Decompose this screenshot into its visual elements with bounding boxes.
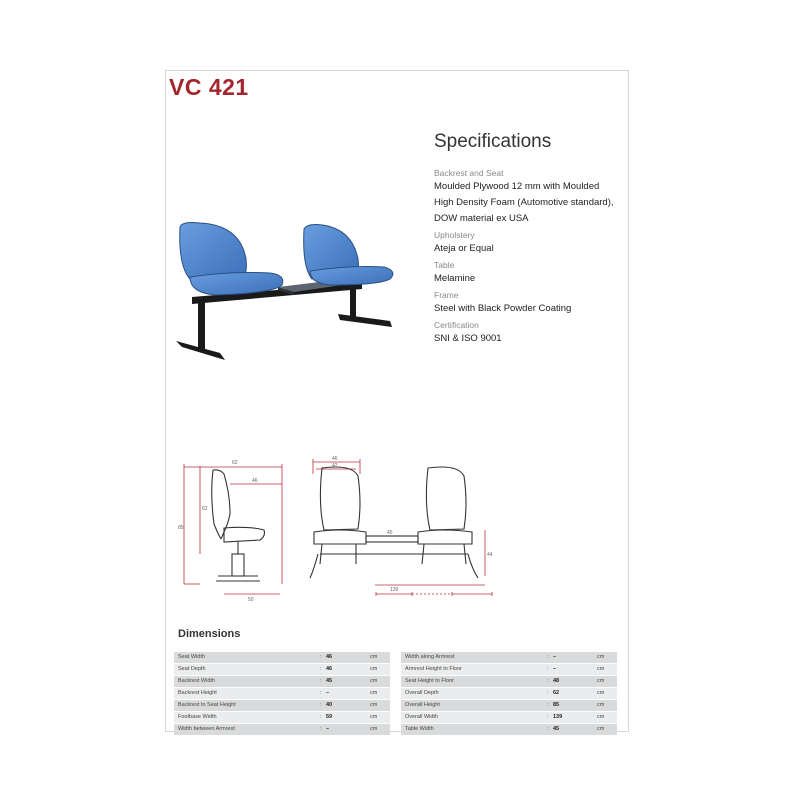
dim-name: Armrest Height to Floor (405, 666, 462, 672)
dim-value: 45 (326, 678, 333, 684)
dim-colon: : (320, 666, 322, 672)
dim-value: – (326, 690, 330, 696)
dim-front-top-inner: 42 (332, 463, 338, 469)
dim-unit: cm (597, 678, 605, 684)
spec-label: Certification (434, 320, 479, 330)
dimensions-table-left (174, 652, 390, 736)
dim-colon: : (320, 714, 322, 720)
table-row (401, 712, 617, 724)
dim-colon: : (547, 678, 549, 684)
dim-colon: : (320, 702, 322, 708)
spec-item-table (434, 260, 626, 287)
dim-colon: : (320, 690, 322, 696)
spec-value: High Density Foam (Automotive standard), (434, 197, 614, 208)
dim-front-height: 44 (487, 552, 493, 558)
table-row (401, 664, 617, 676)
dim-colon: : (547, 702, 549, 708)
dim-side-width: 62 (232, 460, 238, 466)
spec-value: Moulded Plywood 12 mm with Moulded (434, 181, 600, 192)
table-row (174, 652, 390, 664)
spec-value: SNI & ISO 9001 (434, 333, 502, 344)
dim-value: 40 (326, 702, 333, 708)
spec-label: Table (434, 260, 455, 270)
dimension-drawing (180, 454, 510, 604)
dim-overall-width: 139 (390, 587, 399, 593)
dim-name: Overall Height (405, 702, 440, 708)
dim-name: Width between Armrest (178, 726, 235, 732)
dim-value: 46 (326, 666, 333, 672)
dim-name: Table Width (405, 726, 434, 732)
dim-unit: cm (370, 714, 378, 720)
spec-item-certification (434, 320, 626, 347)
table-row (174, 664, 390, 676)
dim-value: – (326, 726, 330, 732)
spec-value: Ateja or Equal (434, 243, 494, 254)
dim-name: Backrest Width (178, 678, 215, 684)
dim-value: 46 (326, 654, 333, 660)
table-row (401, 688, 617, 700)
dim-unit: cm (597, 654, 605, 660)
dim-side-inner: 46 (252, 478, 258, 484)
spec-label: Backrest and Seat (434, 168, 504, 178)
dim-name: Seat Depth (178, 666, 206, 672)
spec-sheet-page (165, 70, 629, 732)
dim-name: Overall Width (405, 714, 439, 720)
dim-side-base: 50 (248, 597, 254, 603)
spec-value: Melamine (434, 273, 476, 284)
spec-value: DOW material ex USA (434, 213, 529, 224)
dim-unit: cm (370, 654, 378, 660)
table-row (401, 652, 617, 664)
table-row (174, 700, 390, 712)
dim-unit: cm (370, 702, 378, 708)
dim-table-width: 45 (387, 530, 393, 536)
dim-unit: cm (597, 690, 605, 696)
dim-colon: : (547, 726, 549, 732)
table-row (401, 700, 617, 712)
dim-value: 48 (553, 678, 560, 684)
dim-value: – (553, 654, 557, 660)
dim-name: Seat Height to Floor (405, 678, 454, 684)
dimensions-heading: Dimensions (178, 628, 241, 640)
dim-colon: : (320, 678, 322, 684)
dim-colon: : (320, 654, 322, 660)
dim-value: 139 (553, 714, 563, 720)
spec-item-upholstery (434, 230, 626, 257)
spec-value: Steel with Black Powder Coating (434, 303, 572, 314)
dim-value: 45 (553, 726, 560, 732)
dim-value: 85 (553, 702, 560, 708)
dim-name: Backrest Height (178, 690, 217, 696)
dim-unit: cm (370, 666, 378, 672)
dim-unit: cm (597, 714, 605, 720)
dim-value: 62 (553, 690, 560, 696)
dim-unit: cm (370, 726, 378, 732)
spec-label: Upholstery (434, 230, 475, 240)
dim-value: – (553, 666, 557, 672)
dim-front-top: 46 (332, 456, 338, 462)
table-row (174, 688, 390, 700)
table-row (401, 676, 617, 688)
dim-colon: : (547, 714, 549, 720)
dim-unit: cm (370, 690, 378, 696)
dim-name: Overall Depth (405, 690, 439, 696)
chair-product-image (170, 219, 400, 369)
model-title: VC 421 (169, 74, 249, 100)
dim-unit: cm (597, 666, 605, 672)
dim-unit: cm (370, 678, 378, 684)
dim-name: Width along Armrest (405, 654, 455, 660)
dim-colon: : (547, 666, 549, 672)
dim-side-height: 85 (178, 525, 184, 531)
table-row (174, 724, 390, 736)
table-row (401, 724, 617, 736)
specifications-list (434, 165, 626, 347)
dim-value: 59 (326, 714, 333, 720)
dimensions-table-right (401, 652, 617, 736)
spec-item-frame (434, 290, 626, 317)
table-row (174, 712, 390, 724)
dim-unit: cm (597, 726, 605, 732)
dim-unit: cm (597, 702, 605, 708)
dim-side-seat-height: 62 (202, 506, 208, 512)
dim-colon: : (547, 654, 549, 660)
spec-item-backrest-seat (434, 168, 626, 227)
table-row (174, 676, 390, 688)
spec-label: Frame (434, 290, 459, 300)
dim-colon: : (547, 690, 549, 696)
dim-name: Backrest to Seat Height (178, 702, 236, 708)
dim-name: Footbase Width (178, 714, 217, 720)
specifications-heading: Specifications (434, 131, 552, 152)
dim-colon: : (320, 726, 322, 732)
dim-name: Seat Width (178, 654, 205, 660)
